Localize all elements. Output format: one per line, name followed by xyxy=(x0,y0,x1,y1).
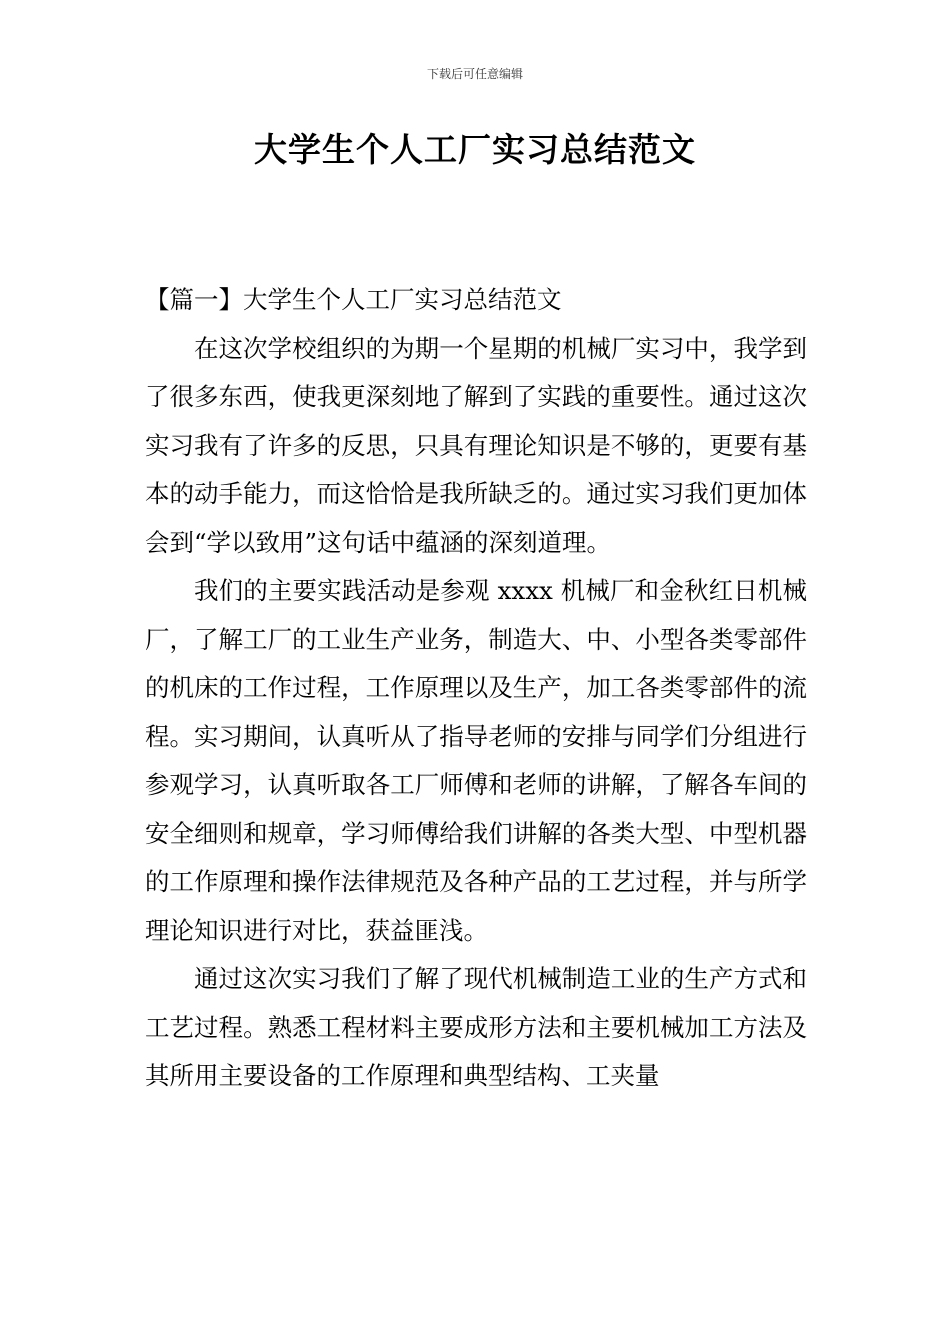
document-title: 大学生个人工厂实习总结范文 xyxy=(254,130,696,169)
paragraph-2: 我们的主要实践活动是参观 xxxx 机械厂和金秋红日机械厂，了解工厂的工业生产业务，制造大、中、小型各类零部件的机床的工作过程，工作原理以及生产，加工各类零部件的流程。实习期间，认真听从了指导老师的安排与同学们分组进行参观学习，认真听取各工厂师傅和老师的讲解，了解各车间的安全细则和规章，学习师傅给我们讲解的各类大型、中型机器的工作原理和操作法律规范及各种产品的工艺过程，并与所学理论知识进行对比，获益匪浅。 xyxy=(145,576,807,945)
document-body xyxy=(145,276,807,1101)
paragraph-1: 在这次学校组织的为期一个星期的机械厂实习中，我学到了很多东西，使我更深刻地了解到了实践的重要性。通过这次实习我有了许多的反思，只具有理论知识是不够的，更要有基本的动手能力，而这恰恰是我所缺乏的。通过实习我们更加体会到“学以致用”这句话中蕴涵的深刻道理。 xyxy=(145,333,807,557)
paragraph-3: 通过这次实习我们了解了现代机械制造工业的生产方式和工艺过程。熟悉工程材料主要成形方法和主要机械加工方法及其所用主要设备的工作原理和典型结构、工夹量 xyxy=(145,964,807,1090)
header-note: 下载后可任意编辑 xyxy=(426,67,523,81)
section-heading: 【篇一】大学生个人工厂实习总结范文 xyxy=(145,285,562,314)
